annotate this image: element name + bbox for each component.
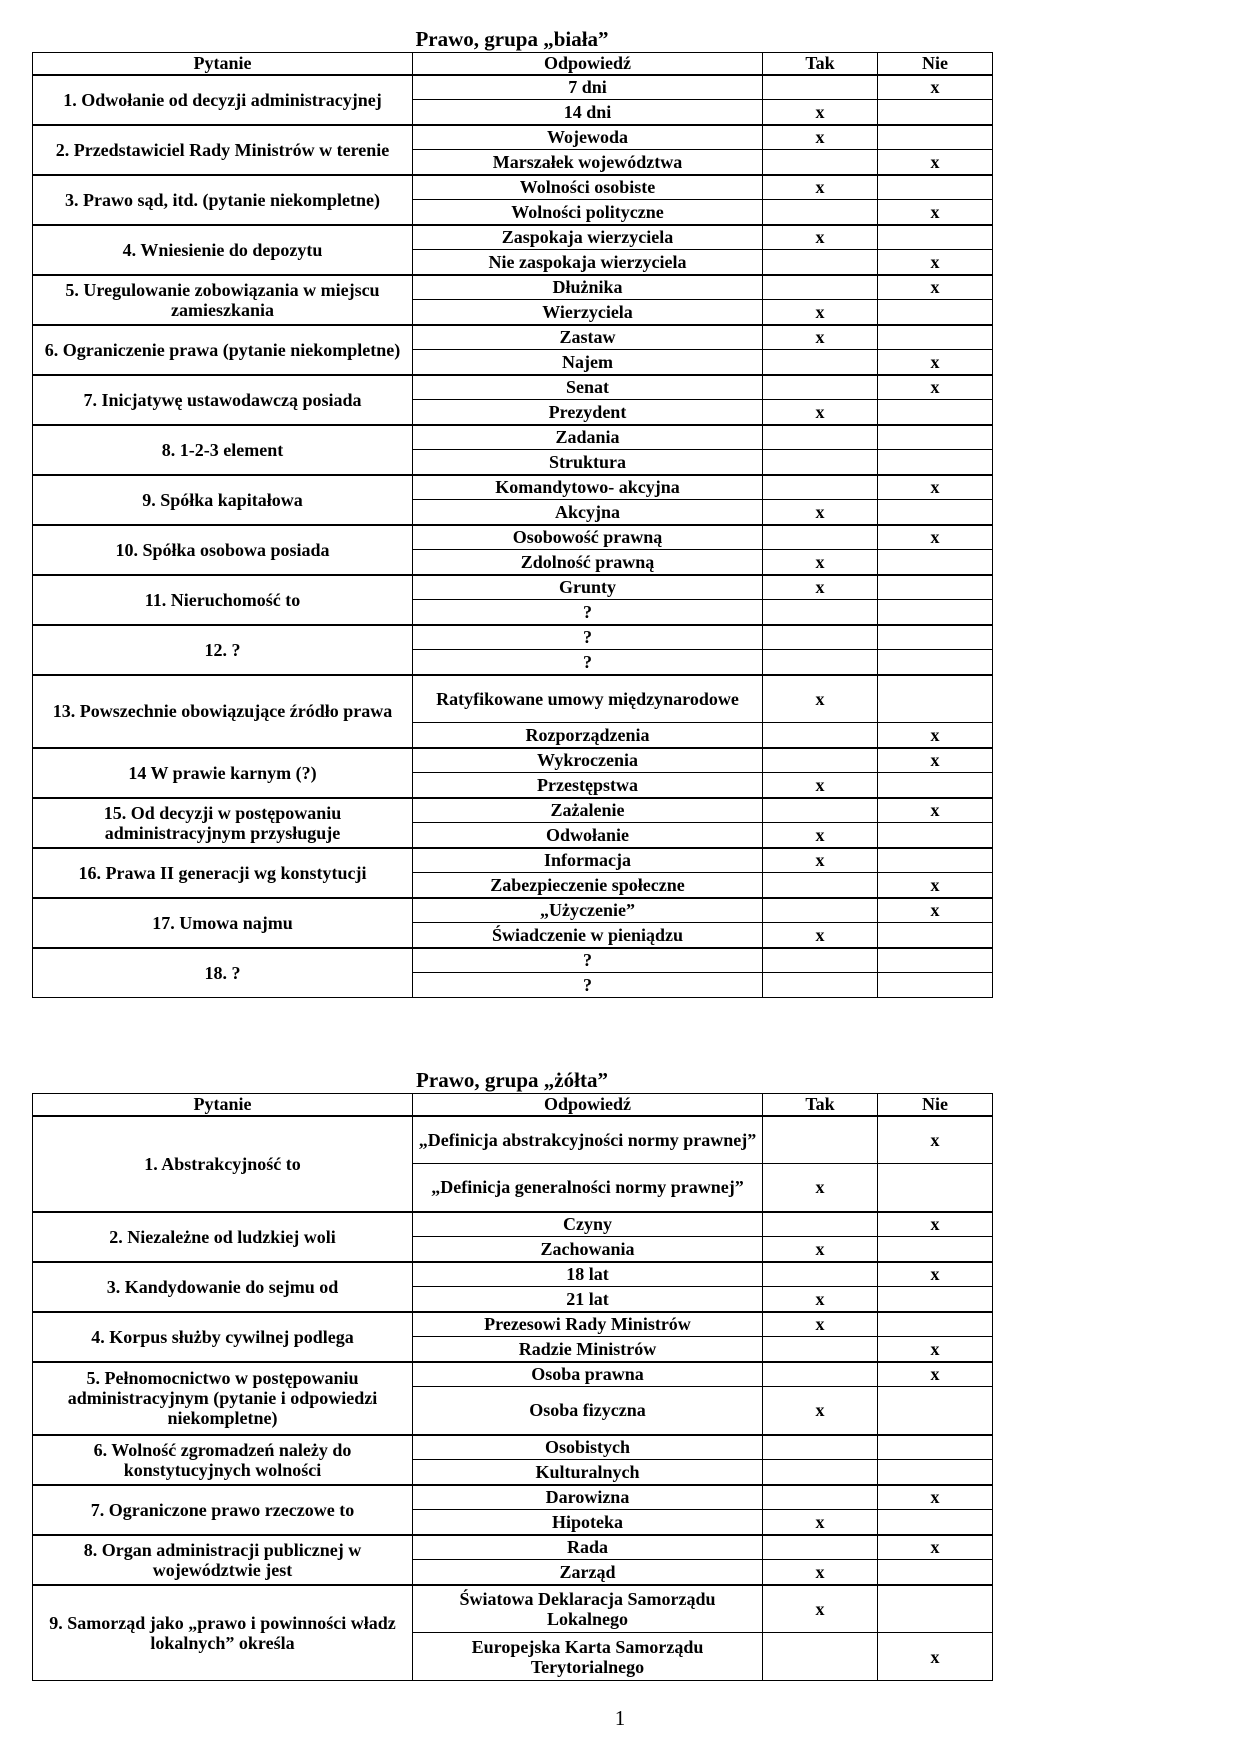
yes-cell: x bbox=[763, 550, 878, 575]
yes-cell: x bbox=[763, 848, 878, 873]
yes-cell bbox=[763, 1633, 878, 1681]
yes-cell bbox=[763, 1116, 878, 1164]
no-cell bbox=[878, 1387, 993, 1435]
answer-cell: „Użyczenie” bbox=[413, 898, 763, 923]
table-row bbox=[33, 275, 993, 300]
table-row bbox=[33, 1312, 993, 1337]
answer-cell: Wolności polityczne bbox=[413, 200, 763, 225]
yes-cell bbox=[763, 1535, 878, 1560]
question-cell: 17. Umowa najmu bbox=[33, 898, 413, 948]
answer-cell: Zabezpieczenie społeczne bbox=[413, 873, 763, 898]
no-cell bbox=[878, 650, 993, 675]
answer-cell: Osoba prawna bbox=[413, 1362, 763, 1387]
header-question: Pytanie bbox=[33, 53, 413, 75]
answer-cell: Światowa Deklaracja Samorządu Lokalnego bbox=[413, 1585, 763, 1633]
answer-cell: Zadania bbox=[413, 425, 763, 450]
no-cell: x bbox=[878, 525, 993, 550]
question-cell: 2. Przedstawiciel Rady Ministrów w terenie bbox=[33, 125, 413, 175]
question-cell: 4. Korpus służby cywilnej podlega bbox=[33, 1312, 413, 1362]
yes-cell bbox=[763, 1212, 878, 1237]
no-cell: x bbox=[878, 1337, 993, 1362]
answer-cell: Zaspokaja wierzyciela bbox=[413, 225, 763, 250]
yes-cell bbox=[763, 1460, 878, 1485]
answer-cell: Czyny bbox=[413, 1212, 763, 1237]
yes-cell: x bbox=[763, 1164, 878, 1212]
answer-cell: Zdolność prawną bbox=[413, 550, 763, 575]
no-cell bbox=[878, 100, 993, 125]
question-cell: 8. 1-2-3 element bbox=[33, 425, 413, 475]
no-cell: x bbox=[878, 75, 993, 100]
yes-cell: x bbox=[763, 823, 878, 848]
answer-cell: Wojewoda bbox=[413, 125, 763, 150]
yes-cell: x bbox=[763, 773, 878, 798]
answer-cell: Radzie Ministrów bbox=[413, 1337, 763, 1362]
no-cell bbox=[878, 1585, 993, 1633]
yes-cell: x bbox=[763, 1312, 878, 1337]
answer-cell: Zastaw bbox=[413, 325, 763, 350]
answer-cell: Nie zaspokaja wierzyciela bbox=[413, 250, 763, 275]
yes-cell bbox=[763, 375, 878, 400]
answer-cell: Osobistych bbox=[413, 1435, 763, 1460]
answer-cell: ? bbox=[413, 650, 763, 675]
answer-cell: Struktura bbox=[413, 450, 763, 475]
yes-cell: x bbox=[763, 923, 878, 948]
no-cell: x bbox=[878, 1116, 993, 1164]
no-cell bbox=[878, 225, 993, 250]
answer-cell: Akcyjna bbox=[413, 500, 763, 525]
no-cell bbox=[878, 773, 993, 798]
no-cell bbox=[878, 1510, 993, 1535]
yes-cell bbox=[763, 475, 878, 500]
yes-cell bbox=[763, 250, 878, 275]
table-row bbox=[33, 1262, 993, 1287]
answer-cell: ? bbox=[413, 600, 763, 625]
yes-cell: x bbox=[763, 1237, 878, 1262]
no-cell: x bbox=[878, 275, 993, 300]
table-row bbox=[33, 898, 993, 923]
no-cell bbox=[878, 625, 993, 650]
answer-cell: ? bbox=[413, 625, 763, 650]
question-cell: 3. Prawo sąd, itd. (pytanie niekompletne) bbox=[33, 175, 413, 225]
no-cell bbox=[878, 1287, 993, 1312]
header-no: Nie bbox=[878, 53, 993, 75]
no-cell: x bbox=[878, 1633, 993, 1681]
table-row bbox=[33, 125, 993, 150]
table-row bbox=[33, 575, 993, 600]
question-cell: 13. Powszechnie obowiązujące źródło prawa bbox=[33, 675, 413, 748]
header-answer: Odpowiedź bbox=[413, 53, 763, 75]
yes-cell: x bbox=[763, 1510, 878, 1535]
no-cell bbox=[878, 1312, 993, 1337]
table-row bbox=[33, 225, 993, 250]
question-cell: 4. Wniesienie do depozytu bbox=[33, 225, 413, 275]
question-cell: 7. Ograniczone prawo rzeczowe to bbox=[33, 1485, 413, 1535]
question-cell: 5. Uregulowanie zobowiązania w miejscu zamieszkania bbox=[33, 275, 413, 325]
no-cell bbox=[878, 923, 993, 948]
answer-cell: Darowizna bbox=[413, 1485, 763, 1510]
yes-cell: x bbox=[763, 1585, 878, 1633]
questions-table-zolta bbox=[32, 1093, 993, 1681]
yes-cell bbox=[763, 525, 878, 550]
yes-cell bbox=[763, 600, 878, 625]
answer-cell: Europejska Karta Samorządu Terytorialnego bbox=[413, 1633, 763, 1681]
question-cell: 1. Abstrakcyjność to bbox=[33, 1116, 413, 1212]
answer-cell: ? bbox=[413, 948, 763, 973]
answer-cell: Osobowość prawną bbox=[413, 525, 763, 550]
table-row bbox=[33, 425, 993, 450]
yes-cell: x bbox=[763, 300, 878, 325]
yes-cell bbox=[763, 1485, 878, 1510]
table-row bbox=[33, 798, 993, 823]
question-cell: 3. Kandydowanie do sejmu od bbox=[33, 1262, 413, 1312]
yes-cell bbox=[763, 973, 878, 998]
table-row bbox=[33, 748, 993, 773]
no-cell: x bbox=[878, 350, 993, 375]
answer-cell: Senat bbox=[413, 375, 763, 400]
yes-cell bbox=[763, 1362, 878, 1387]
question-cell: 2. Niezależne od ludzkiej woli bbox=[33, 1212, 413, 1262]
no-cell: x bbox=[878, 1485, 993, 1510]
no-cell bbox=[878, 973, 993, 998]
table-row bbox=[33, 1362, 993, 1387]
no-cell bbox=[878, 425, 993, 450]
no-cell: x bbox=[878, 798, 993, 823]
table-row bbox=[33, 675, 993, 723]
question-cell: 9. Spółka kapitałowa bbox=[33, 475, 413, 525]
answer-cell: Zażalenie bbox=[413, 798, 763, 823]
yes-cell bbox=[763, 1435, 878, 1460]
no-cell bbox=[878, 125, 993, 150]
no-cell bbox=[878, 1237, 993, 1262]
no-cell: x bbox=[878, 748, 993, 773]
yes-cell: x bbox=[763, 575, 878, 600]
table-row bbox=[33, 1585, 993, 1633]
yes-cell: x bbox=[763, 1387, 878, 1435]
no-cell bbox=[878, 1164, 993, 1212]
yes-cell: x bbox=[763, 1560, 878, 1585]
answer-cell: Wierzyciela bbox=[413, 300, 763, 325]
no-cell: x bbox=[878, 898, 993, 923]
question-cell: 7. Inicjatywę ustawodawczą posiada bbox=[33, 375, 413, 425]
answer-cell: Osoba fizyczna bbox=[413, 1387, 763, 1435]
answer-cell: Wykroczenia bbox=[413, 748, 763, 773]
header-no: Nie bbox=[878, 1094, 993, 1116]
question-cell: 18. ? bbox=[33, 948, 413, 998]
question-cell: 16. Prawa II generacji wg konstytucji bbox=[33, 848, 413, 898]
yes-cell bbox=[763, 798, 878, 823]
answer-cell: Ratyfikowane umowy międzynarodowe bbox=[413, 675, 763, 723]
no-cell bbox=[878, 325, 993, 350]
table-row bbox=[33, 625, 993, 650]
yes-cell: x bbox=[763, 100, 878, 125]
table-row bbox=[33, 1535, 993, 1560]
table-row bbox=[33, 475, 993, 500]
table-row bbox=[33, 1212, 993, 1237]
yes-cell bbox=[763, 425, 878, 450]
answer-cell: Rada bbox=[413, 1535, 763, 1560]
question-cell: 8. Organ administracji publicznej w województwie jest bbox=[33, 1535, 413, 1585]
header-answer: Odpowiedź bbox=[413, 1094, 763, 1116]
yes-cell bbox=[763, 1337, 878, 1362]
question-cell: 9. Samorząd jako „prawo i powinności władz lokalnych” określa bbox=[33, 1585, 413, 1681]
answer-cell: Świadczenie w pieniądzu bbox=[413, 923, 763, 948]
answer-cell: Rozporządzenia bbox=[413, 723, 763, 748]
answer-cell: Marszałek województwa bbox=[413, 150, 763, 175]
answer-cell: Prezesowi Rady Ministrów bbox=[413, 1312, 763, 1337]
yes-cell bbox=[763, 723, 878, 748]
answer-cell: Kulturalnych bbox=[413, 1460, 763, 1485]
answer-cell: 18 lat bbox=[413, 1262, 763, 1287]
no-cell bbox=[878, 550, 993, 575]
table-row bbox=[33, 1485, 993, 1510]
question-cell: 6. Wolność zgromadzeń należy do konstytucyjnych wolności bbox=[33, 1435, 413, 1485]
no-cell bbox=[878, 400, 993, 425]
no-cell: x bbox=[878, 723, 993, 748]
no-cell: x bbox=[878, 873, 993, 898]
yes-cell bbox=[763, 275, 878, 300]
yes-cell bbox=[763, 948, 878, 973]
table-row bbox=[33, 848, 993, 873]
question-cell: 12. ? bbox=[33, 625, 413, 675]
yes-cell bbox=[763, 350, 878, 375]
no-cell bbox=[878, 948, 993, 973]
yes-cell: x bbox=[763, 500, 878, 525]
yes-cell bbox=[763, 75, 878, 100]
answer-cell: 14 dni bbox=[413, 100, 763, 125]
answer-cell: ? bbox=[413, 973, 763, 998]
no-cell: x bbox=[878, 200, 993, 225]
question-cell: 6. Ograniczenie prawa (pytanie niekompletne) bbox=[33, 325, 413, 375]
yes-cell bbox=[763, 1262, 878, 1287]
yes-cell: x bbox=[763, 175, 878, 200]
no-cell: x bbox=[878, 375, 993, 400]
answer-cell: Wolności osobiste bbox=[413, 175, 763, 200]
no-cell bbox=[878, 1560, 993, 1585]
yes-cell: x bbox=[763, 1287, 878, 1312]
yes-cell bbox=[763, 650, 878, 675]
no-cell: x bbox=[878, 1362, 993, 1387]
no-cell bbox=[878, 1460, 993, 1485]
question-cell: 15. Od decyzji w postępowaniu administracyjnym przysługuje bbox=[33, 798, 413, 848]
answer-cell: Dłużnika bbox=[413, 275, 763, 300]
no-cell: x bbox=[878, 475, 993, 500]
no-cell: x bbox=[878, 1212, 993, 1237]
table-row bbox=[33, 948, 993, 973]
no-cell: x bbox=[878, 250, 993, 275]
no-cell bbox=[878, 300, 993, 325]
no-cell bbox=[878, 575, 993, 600]
yes-cell: x bbox=[763, 225, 878, 250]
yes-cell: x bbox=[763, 675, 878, 723]
no-cell bbox=[878, 600, 993, 625]
yes-cell bbox=[763, 898, 878, 923]
question-cell: 14 W prawie karnym (?) bbox=[33, 748, 413, 798]
table-row bbox=[33, 375, 993, 400]
table-title-biala: Prawo, grupa „biała” bbox=[415, 27, 609, 51]
table-row bbox=[33, 75, 993, 100]
answer-cell: Grunty bbox=[413, 575, 763, 600]
yes-cell bbox=[763, 200, 878, 225]
table-row bbox=[33, 325, 993, 350]
no-cell bbox=[878, 500, 993, 525]
no-cell bbox=[878, 823, 993, 848]
yes-cell bbox=[763, 748, 878, 773]
answer-cell: Zarząd bbox=[413, 1560, 763, 1585]
header-yes: Tak bbox=[763, 53, 878, 75]
answer-cell: Hipoteka bbox=[413, 1510, 763, 1535]
table-row bbox=[33, 525, 993, 550]
no-cell bbox=[878, 1435, 993, 1460]
no-cell: x bbox=[878, 1262, 993, 1287]
no-cell bbox=[878, 450, 993, 475]
header-question: Pytanie bbox=[33, 1094, 413, 1116]
questions-table-biala bbox=[32, 52, 993, 998]
answer-cell: Zachowania bbox=[413, 1237, 763, 1262]
answer-cell: Przestępstwa bbox=[413, 773, 763, 798]
no-cell bbox=[878, 848, 993, 873]
page-number: 1 bbox=[614, 1706, 626, 1730]
question-cell: 10. Spółka osobowa posiada bbox=[33, 525, 413, 575]
answer-cell: Odwołanie bbox=[413, 823, 763, 848]
table-row bbox=[33, 1435, 993, 1460]
answer-cell: Najem bbox=[413, 350, 763, 375]
answer-cell: „Definicja generalności normy prawnej” bbox=[413, 1164, 763, 1212]
yes-cell: x bbox=[763, 325, 878, 350]
no-cell: x bbox=[878, 150, 993, 175]
table-title-zolta: Prawo, grupa „żółta” bbox=[416, 1068, 608, 1092]
answer-cell: Komandytowo- akcyjna bbox=[413, 475, 763, 500]
yes-cell bbox=[763, 150, 878, 175]
answer-cell: Informacja bbox=[413, 848, 763, 873]
table-row bbox=[33, 175, 993, 200]
answer-cell: Prezydent bbox=[413, 400, 763, 425]
header-yes: Tak bbox=[763, 1094, 878, 1116]
no-cell bbox=[878, 675, 993, 723]
answer-cell: „Definicja abstrakcyjności normy prawnej” bbox=[413, 1116, 763, 1164]
answer-cell: 7 dni bbox=[413, 75, 763, 100]
no-cell: x bbox=[878, 1535, 993, 1560]
question-cell: 1. Odwołanie od decyzji administracyjnej bbox=[33, 75, 413, 125]
question-cell: 5. Pełnomocnictwo w postępowaniu administracyjnym (pytanie i odpowiedzi niekompletne) bbox=[33, 1362, 413, 1435]
no-cell bbox=[878, 175, 993, 200]
question-cell: 11. Nieruchomość to bbox=[33, 575, 413, 625]
table-row bbox=[33, 1116, 993, 1164]
yes-cell bbox=[763, 873, 878, 898]
yes-cell: x bbox=[763, 125, 878, 150]
yes-cell bbox=[763, 450, 878, 475]
yes-cell: x bbox=[763, 400, 878, 425]
answer-cell: 21 lat bbox=[413, 1287, 763, 1312]
yes-cell bbox=[763, 625, 878, 650]
